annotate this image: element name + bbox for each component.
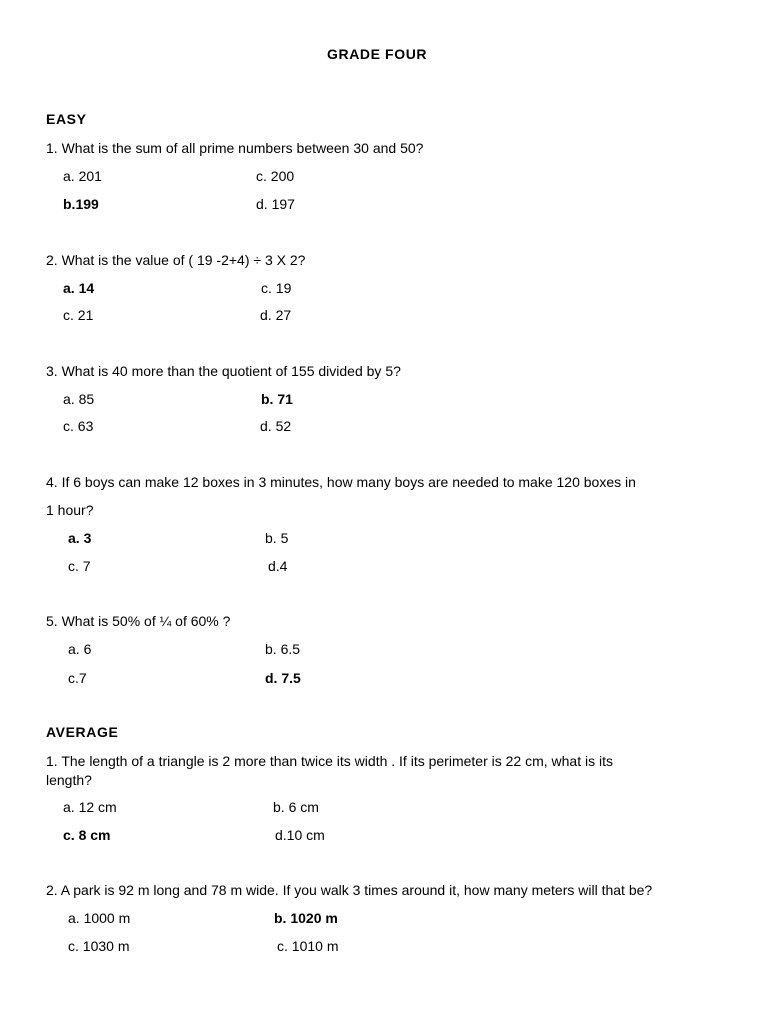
answer-option: a. 6 xyxy=(68,641,92,657)
correct-answer-option: b. 1020 m xyxy=(274,910,338,926)
question-text: 4. If 6 boys can make 12 boxes in 3 minutes, how many boys are needed to make 120 boxes in xyxy=(46,474,636,490)
section-heading-easy: EASY xyxy=(46,111,87,127)
question-text: 2. What is the value of ( 19 -2+4) ÷ 3 X 2? xyxy=(46,252,306,268)
answer-option: a. 1000 m xyxy=(68,910,131,926)
answer-option: b. 6 cm xyxy=(273,799,319,815)
answer-option: d.10 cm xyxy=(275,827,325,843)
answer-option: c.7 xyxy=(68,670,87,686)
answer-option: c. 1010 m xyxy=(277,938,339,954)
answer-option: b. 5 xyxy=(265,530,289,546)
answer-option: c. 21 xyxy=(63,307,94,323)
answer-option: a. 85 xyxy=(63,391,95,407)
answer-option: c. 19 xyxy=(261,280,292,296)
answer-option: d. 197 xyxy=(256,196,295,212)
answer-option: a. 12 cm xyxy=(63,799,117,815)
answer-option: c. 200 xyxy=(256,168,295,184)
answer-option: c. 63 xyxy=(63,418,94,434)
section-heading-average: AVERAGE xyxy=(46,724,119,740)
page-title: GRADE FOUR xyxy=(327,46,428,62)
question-text-continued: 1 hour? xyxy=(46,502,94,518)
question-text: 3. What is 40 more than the quotient of 155 divided by 5? xyxy=(46,363,401,379)
correct-answer-option: b. 71 xyxy=(261,391,293,407)
answer-option: c. 7 xyxy=(68,558,91,574)
question-text: 1. The length of a triangle is 2 more than twice its width . If its perimeter is 22 cm, what is its xyxy=(46,753,613,769)
correct-answer-option: b.199 xyxy=(63,196,99,212)
answer-option: c. 1030 m xyxy=(68,938,130,954)
question-text: 5. What is 50% of ¼ of 60% ? xyxy=(46,613,231,629)
answer-option: d.4 xyxy=(268,558,288,574)
question-text-continued: length? xyxy=(46,772,92,788)
question-text: 2. A park is 92 m long and 78 m wide. If you walk 3 times around it, how many meters will that be? xyxy=(46,882,653,898)
correct-answer-option: a. 3 xyxy=(68,530,92,546)
correct-answer-option: d. 7.5 xyxy=(265,670,301,686)
answer-option: b. 6.5 xyxy=(265,641,301,657)
answer-option: a. 201 xyxy=(63,168,102,184)
question-text: 1. What is the sum of all prime numbers between 30 and 50? xyxy=(46,140,424,156)
answer-option: d. 52 xyxy=(260,418,292,434)
correct-answer-option: a. 14 xyxy=(63,280,95,296)
answer-option: d. 27 xyxy=(260,307,292,323)
correct-answer-option: c. 8 cm xyxy=(63,827,111,843)
